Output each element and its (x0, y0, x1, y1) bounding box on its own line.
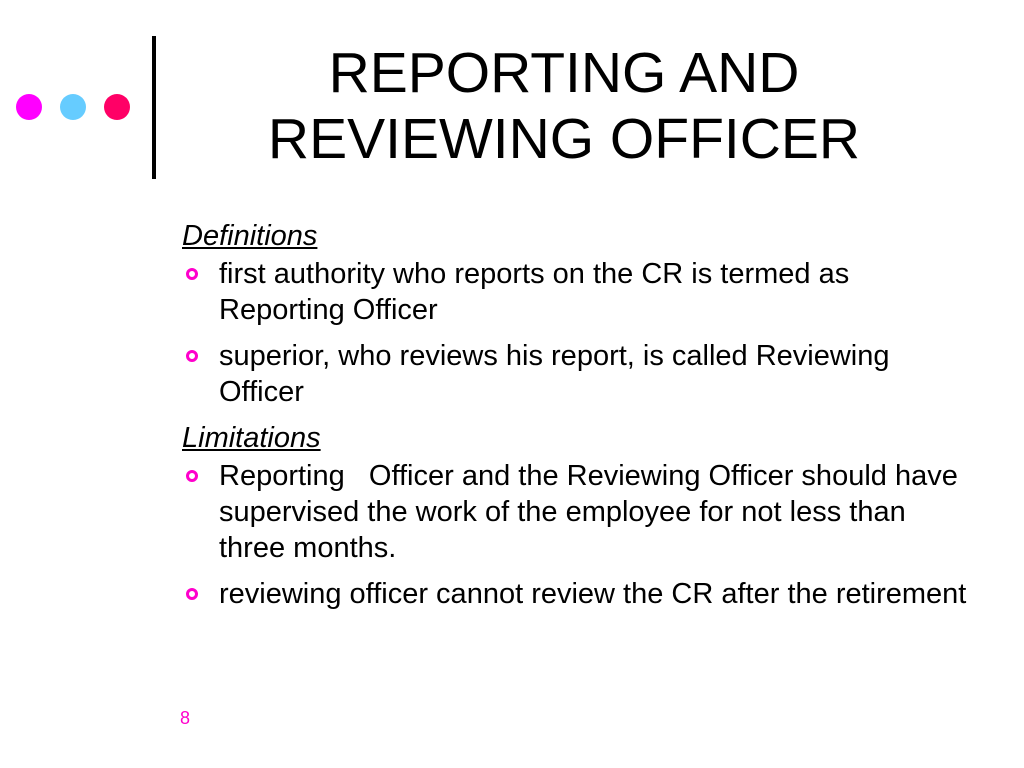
section-heading-definitions: Definitions (182, 220, 318, 252)
definitions-list (182, 256, 972, 410)
slide-title-line-1: REPORTING AND (328, 41, 800, 105)
list-item (182, 576, 972, 612)
slide-title-line-2: REVIEWING OFFICER (267, 107, 861, 171)
section-heading-limitations: Limitations (182, 422, 321, 454)
bullet-circle-icon (186, 588, 198, 600)
page-number: 8 (180, 708, 191, 728)
bullet-circle-icon (186, 350, 198, 362)
list-item (182, 338, 972, 410)
decorative-dot-magenta (16, 94, 42, 120)
decorative-dot-blue (60, 94, 86, 120)
decorative-dot-pink (104, 94, 130, 120)
vertical-divider (152, 36, 156, 179)
bullet-circle-icon (186, 470, 198, 482)
bullet-text: superior, who reviews his report, is called Reviewing Officer (219, 340, 890, 408)
list-item (182, 256, 972, 328)
slide-title (200, 40, 928, 172)
slide-body (182, 218, 972, 622)
bullet-text: first authority who reports on the CR is termed as Reporting Officer (219, 258, 850, 326)
list-item (182, 458, 972, 566)
bullet-text: Reporting Officer and the Reviewing Officer should have supervised the work of the employee for not less than three months. (219, 460, 966, 564)
limitations-list (182, 458, 972, 612)
bullet-circle-icon (186, 268, 198, 280)
bullet-text: reviewing officer cannot review the CR after the retirement (219, 578, 967, 610)
